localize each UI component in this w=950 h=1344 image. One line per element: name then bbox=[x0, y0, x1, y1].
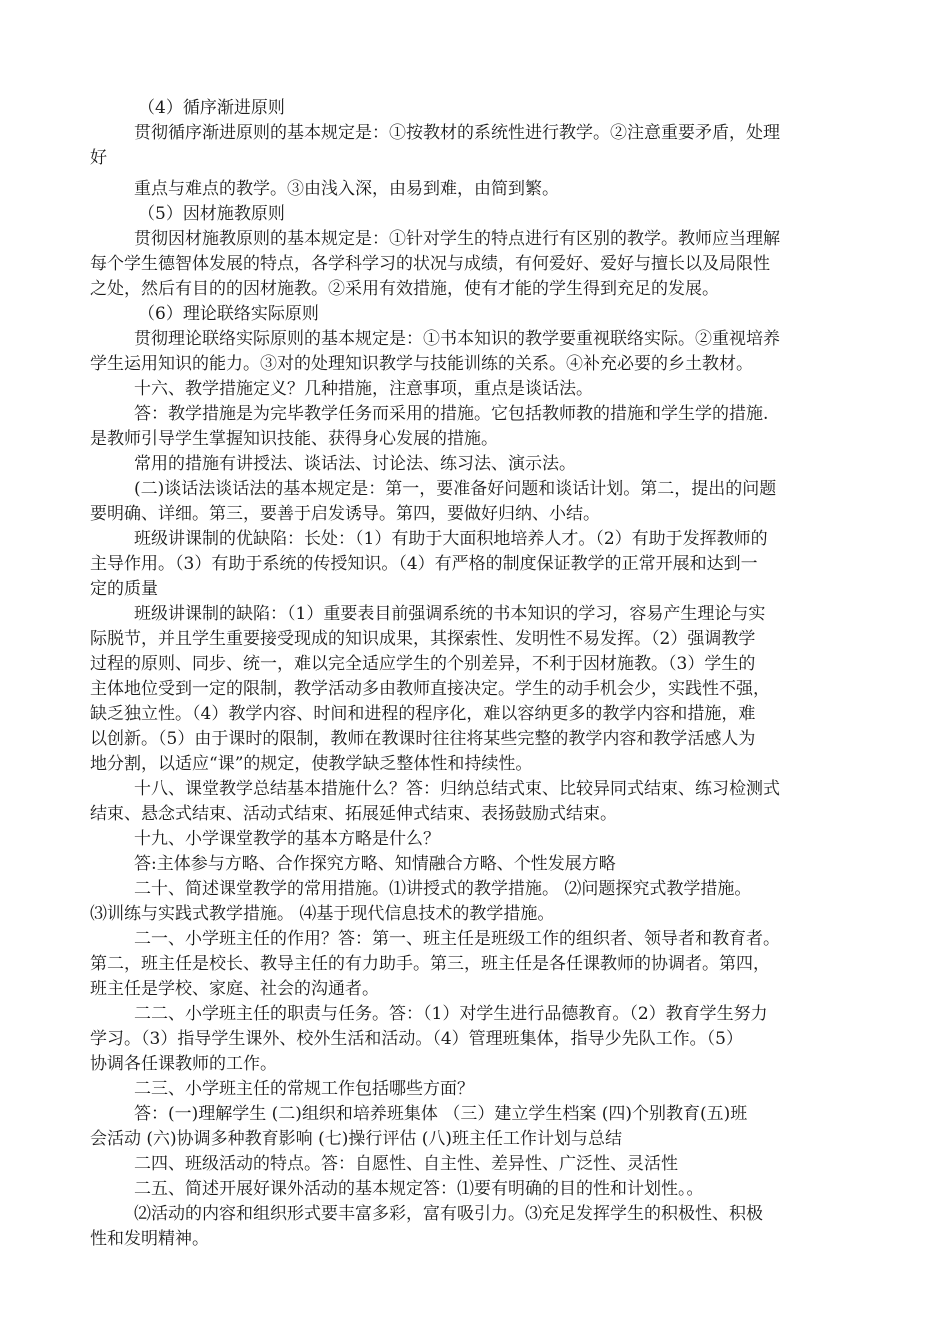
paragraph-line: 答：教学措施是为完毕教学任务而采用的措施。它包括教师教的措施和学生学的措施. bbox=[134, 404, 769, 424]
paragraph-line: 地分割，以适应“课”的规定，使教学缺乏整体性和持续性。 bbox=[90, 754, 533, 774]
paragraph-line: 贯彻理论联络实际原则的基本规定是：①书本知识的教学要重视联络实际。②重视培养 bbox=[134, 329, 780, 349]
paragraph-line: 过程的原则、同步、统一，难以完全适应学生的个别差异，不利于因材施教。（3）学生的 bbox=[90, 654, 756, 674]
section-heading: （6）理论联络实际原则 bbox=[138, 304, 319, 324]
paragraph-line: 贯彻因材施教原则的基本规定是：①针对学生的特点进行有区别的教学。教师应当理解 bbox=[134, 229, 780, 249]
paragraph-line: 性和发明精神。 bbox=[90, 1229, 209, 1249]
paragraph-line: 结束、悬念式结束、活动式结束、拓展延伸式结束、表扬鼓励式结束。 bbox=[90, 804, 617, 824]
question-heading: 十八、课堂教学总结基本措施什么？答：归纳总结式束、比较异同式结束、练习检测式 bbox=[134, 779, 780, 799]
question-heading: 二三、小学班主任的常规工作包括哪些方面？ bbox=[134, 1079, 474, 1099]
paragraph-line: 重点与难点的教学。③由浅入深，由易到难，由简到繁。 bbox=[134, 179, 559, 199]
paragraph-line: 贯彻循序渐进原则的基本规定是：①按教材的系统性进行教学。②注意重要矛盾，处理 bbox=[134, 123, 780, 143]
paragraph-line: 定的质量 bbox=[90, 579, 158, 599]
question-heading: 十六、教学措施定义？几种措施，注意事项，重点是谈话法。 bbox=[134, 379, 593, 399]
question-heading: 二十、简述课堂教学的常用措施。⑴讲授式的教学措施。 ⑵问题探究式教学措施。 bbox=[134, 879, 752, 899]
paragraph-line: 班主任是学校、家庭、社会的沟通者。 bbox=[90, 979, 379, 999]
document-page bbox=[90, 96, 860, 1252]
paragraph-line: 学习。（3）指导学生课外、校外生活和活动。（4）管理班集体，指导少先队工作。（5） bbox=[90, 1029, 743, 1049]
paragraph-line: (二)谈话法谈话法的基本规定是：第一，要准备好问题和谈话计划。第二，提出的问题 bbox=[134, 479, 777, 499]
paragraph-line: 主体地位受到一定的限制，教学活动多由教师直接决定。学生的动手机会少，实践性不强， bbox=[90, 679, 770, 699]
paragraph-line: 班级讲课制的缺陷：（1）重要表目前强调系统的书本知识的学习，容易产生理论与实 bbox=[134, 604, 766, 624]
paragraph-line: 好 bbox=[90, 148, 107, 168]
paragraph-line: 之处，然后有目的的因材施教。②采用有效措施，使有才能的学生得到充足的发展。 bbox=[90, 279, 719, 299]
paragraph-line: 缺乏独立性。（4）教学内容、时间和进程的程序化，难以容纳更多的教学内容和措施，难 bbox=[90, 704, 756, 724]
paragraph-line: 要明确、详细。第三，要善于启发诱导。第四，要做好归纳、小结。 bbox=[90, 504, 600, 524]
paragraph-line: 答：(一)理解学生 (二)组织和培养班集体 （三）建立学生档案 (四)个别教育(五)班 bbox=[134, 1104, 748, 1124]
paragraph-line: ⑵活动的内容和组织形式要丰富多彩，富有吸引力。⑶充足发挥学生的积极性、积极 bbox=[134, 1204, 763, 1224]
question-heading: 二五、简述开展好课外活动的基本规定答：⑴要有明确的目的性和计划性。。 bbox=[134, 1179, 704, 1199]
question-heading: 二一、小学班主任的作用？答：第一、班主任是班级工作的组织者、领导者和教育者。 bbox=[134, 929, 780, 949]
paragraph-line: 协调各任课教师的工作。 bbox=[90, 1054, 277, 1074]
paragraph-line: 是教师引导学生掌握知识技能、获得身心发展的措施。 bbox=[90, 429, 498, 449]
paragraph-line: 际脱节，并且学生重要接受现成的知识成果，其探索性、发明性不易发挥。（2）强调教学 bbox=[90, 629, 756, 649]
paragraph-line: ⑶训练与实践式教学措施。 ⑷基于现代信息技术的教学措施。 bbox=[90, 904, 555, 924]
paragraph-line: 主导作用。（3）有助于系统的传授知识。（4）有严格的制度保证教学的正常开展和达到一 bbox=[90, 554, 758, 574]
paragraph-line: 学生运用知识的能力。③对的处理知识教学与技能训练的关系。④补充必要的乡土教材。 bbox=[90, 354, 753, 374]
question-heading: 二四、班级活动的特点。答：自愿性、自主性、差异性、广泛性、灵活性 bbox=[134, 1154, 678, 1174]
paragraph-line: 班级讲课制的优缺陷：长处：（1）有助于大面积地培养人才。（2）有助于发挥教师的 bbox=[134, 529, 768, 549]
paragraph-line: 会活动 (六)协调多种教育影响 (七)操行评估 (八)班主任工作计划与总结 bbox=[90, 1129, 623, 1149]
paragraph-line: 答:主体参与方略、合作探究方略、知情融合方略、个性发展方略 bbox=[134, 854, 616, 874]
paragraph-line: 第二，班主任是校长、教导主任的有力助手。第三，班主任是各任课教师的协调者。第四， bbox=[90, 954, 770, 974]
section-heading: （5）因材施教原则 bbox=[138, 204, 285, 224]
paragraph-line: 以创新。（5）由于课时的限制，教师在教课时往往将某些完整的教学内容和教学活感人为 bbox=[90, 729, 756, 749]
section-heading: （4）循序渐进原则 bbox=[138, 98, 285, 118]
paragraph-line: 每个学生德智体发展的特点，各学科学习的状况与成绩，有何爱好、爱好与擅长以及局限性 bbox=[90, 254, 770, 274]
paragraph-line: 常用的措施有讲授法、谈话法、讨论法、练习法、演示法。 bbox=[134, 454, 576, 474]
question-heading: 二二、小学班主任的职责与任务。答：（1）对学生进行品德教育。（2）教育学生努力 bbox=[134, 1004, 768, 1024]
question-heading: 十九、小学课堂教学的基本方略是什么？ bbox=[134, 829, 440, 849]
